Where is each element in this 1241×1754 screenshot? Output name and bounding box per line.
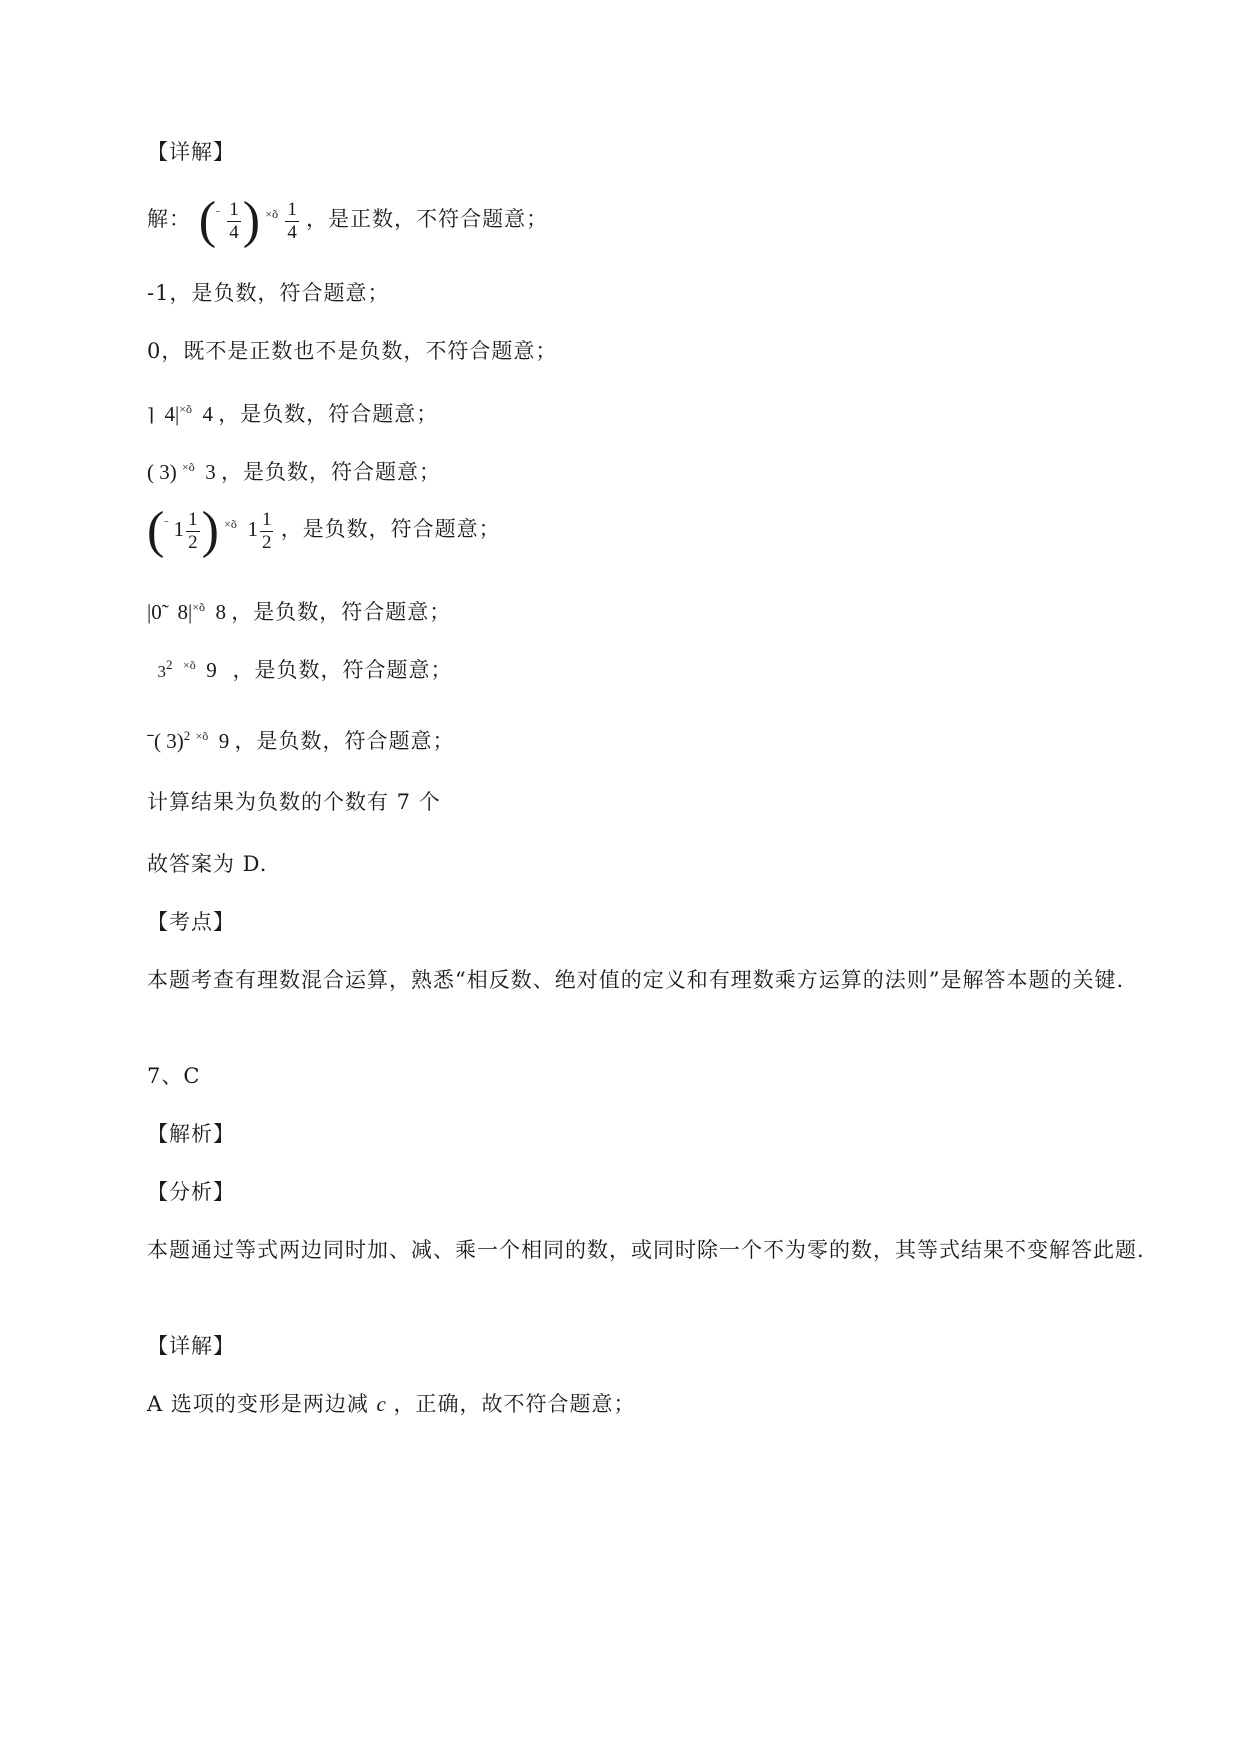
left-paren: ( <box>147 460 154 484</box>
equals-glyph: ×õ <box>192 600 205 614</box>
line-comment: ，是负数，符合题意； <box>221 460 442 484</box>
equals-glyph: ×õ <box>182 460 195 474</box>
solution-line-3: 0，既不是正数也不是负数，不符合题意； <box>147 339 558 363</box>
math-result: 3 <box>205 460 216 484</box>
solution-line-7 <box>147 592 451 627</box>
heading-detail-2: 【详解】 <box>147 1334 235 1358</box>
fraction-denominator: 4 <box>287 221 297 243</box>
zero-glyph: 0̃ <box>151 600 162 624</box>
solution-line-1 <box>147 192 549 249</box>
left-paren: ( <box>147 502 165 559</box>
equals-glyph: ×õ <box>179 402 193 416</box>
solution-line-4 <box>147 394 438 430</box>
heading-key-point: 【考点】 <box>147 910 235 934</box>
exponent: 2 <box>166 657 173 672</box>
math-expression-abs-2 <box>147 600 231 624</box>
question-7-answer: 7、C <box>147 1064 201 1088</box>
mixed-whole: 1 <box>173 516 185 541</box>
equals-glyph: ×õ <box>224 516 237 531</box>
fraction-one-half <box>186 509 200 554</box>
solution-line-6 <box>147 502 501 559</box>
equals-glyph: ×õ <box>195 729 209 743</box>
variable-c: c <box>376 1392 386 1416</box>
math-term: 3) <box>159 460 177 484</box>
fraction-numerator: 1 <box>261 508 272 530</box>
key-point-text: 本题考查有理数混合运算，熟悉“相反数、绝对值的定义和有理数乘方运算的法则”是解答本题的关键. <box>147 968 1125 992</box>
heading-analysis: 【解析】 <box>147 1122 235 1146</box>
math-expression-power-2 <box>147 729 235 753</box>
count-summary: 计算结果为负数的个数有 7 个 <box>147 790 441 814</box>
neg-sign-glyph: ˉ <box>147 729 154 753</box>
equals-glyph: ×õ <box>183 658 196 672</box>
fraction-one-quarter <box>227 199 241 244</box>
math-term: 3) <box>166 729 184 753</box>
math-term: 8| <box>177 600 193 624</box>
left-paren: ( <box>154 729 161 753</box>
answer-line: 故答案为 D. <box>147 852 268 876</box>
math-result: 4 <box>202 402 214 426</box>
math-expression-abs <box>147 402 218 426</box>
left-paren: ( <box>198 192 217 249</box>
heading-detail: 【详解】 <box>147 140 235 164</box>
neg-sign-glyph: ˉ <box>164 516 169 531</box>
equals-glyph: ×õ <box>265 206 279 221</box>
line-comment: ，是负数，符合题意； <box>218 402 439 426</box>
fraction-numerator: 1 <box>188 508 198 530</box>
line-comment: ，是负数，符合题意； <box>234 729 455 753</box>
fraction-numerator: 1 <box>287 198 297 220</box>
math-result: 8 <box>215 600 226 624</box>
bar-glyph: | <box>147 600 152 624</box>
math-expression-power <box>147 658 233 682</box>
fraction-one-quarter-result <box>285 199 299 244</box>
solution-line-9 <box>147 721 455 756</box>
neg-sign-glyph: ˉ <box>216 206 221 221</box>
solution-line-8 <box>147 650 453 687</box>
fraction-denominator: 2 <box>261 531 272 553</box>
math-expression-1 <box>198 192 306 249</box>
exponent: 2 <box>183 728 191 743</box>
fraction-denominator: 4 <box>229 221 239 243</box>
breakdown-text: 本题通过等式两边同时加、减、乘一个相同的数，或同时除一个不为零的数，其等式结果不变解答此题. <box>147 1238 1145 1262</box>
option-a-prefix: A 选项的变形是两边减 <box>147 1392 369 1416</box>
math-result: 9 <box>206 658 217 682</box>
line-comment: ，是负数，符合题意； <box>231 600 452 624</box>
fraction-denominator: 2 <box>188 531 198 553</box>
math-term: 4| <box>164 402 180 426</box>
math-expression-paren <box>147 460 221 484</box>
solution-comment: ，是正数，不符合题意； <box>306 206 549 231</box>
solution-line-5 <box>147 452 441 487</box>
solution-prefix: 解： <box>147 206 191 231</box>
fraction-one-half-result <box>260 509 274 554</box>
math-result: 9 <box>218 729 230 753</box>
base-three: 3 <box>157 662 166 681</box>
solution-line-2: -1，是负数，符合题意； <box>147 281 390 305</box>
option-a-suffix: ，正确，故不符合题意； <box>393 1392 636 1416</box>
fraction-numerator: 1 <box>229 198 239 220</box>
mixed-whole-result: 1 <box>247 516 258 541</box>
line-comment: ，是负数，符合题意； <box>280 516 501 541</box>
line-comment: ，是负数，符合题意； <box>232 658 453 682</box>
right-paren: ) <box>242 192 261 249</box>
math-expression-mixed <box>147 502 281 559</box>
right-paren: ) <box>201 502 219 559</box>
bar-glyph: ⌉ <box>147 405 155 425</box>
option-a-line <box>147 1389 636 1419</box>
heading-breakdown: 【分析】 <box>147 1180 235 1204</box>
